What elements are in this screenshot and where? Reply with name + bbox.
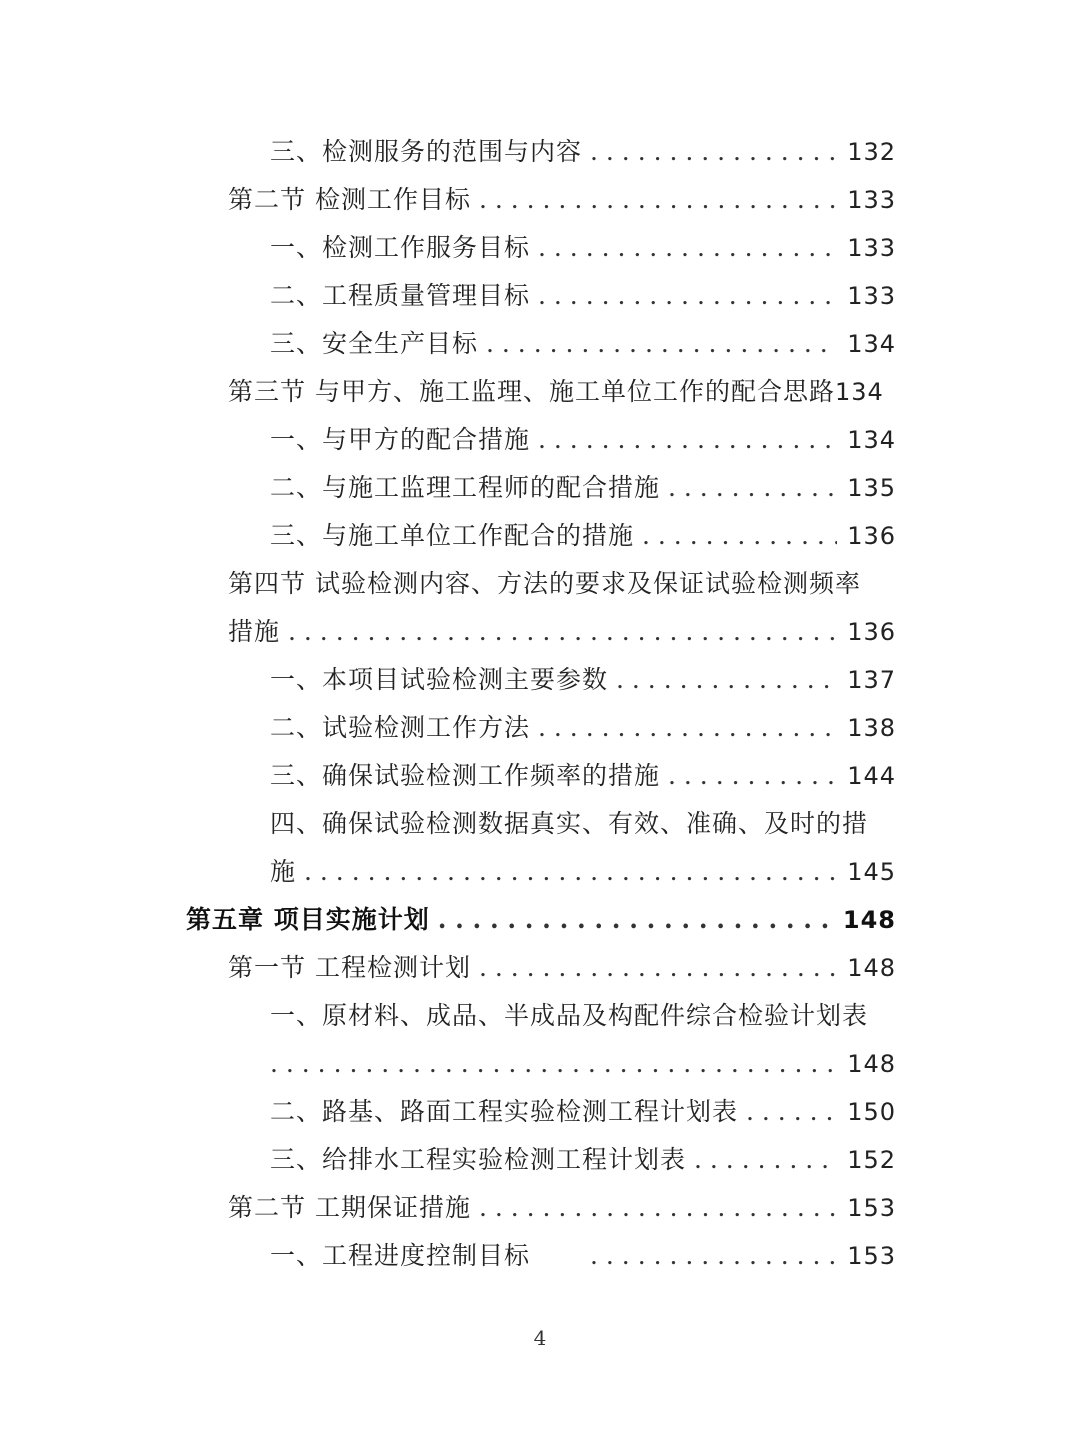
toc-entry-page: 138 bbox=[847, 714, 896, 742]
toc-entry-page: 134 bbox=[847, 330, 896, 358]
toc-entry-title: 第三节 与甲方、施工监理、施工单位工作的配合思路 bbox=[228, 377, 835, 406]
toc-entry-continuation[interactable] bbox=[228, 615, 896, 649]
toc-entry-page: 152 bbox=[847, 1146, 896, 1174]
toc-entry-title: 二、工程质量管理目标 bbox=[270, 281, 531, 310]
toc-entry[interactable] bbox=[270, 327, 896, 361]
toc-entry-page: 134 bbox=[834, 378, 884, 406]
toc-entry[interactable] bbox=[270, 231, 896, 265]
dot-leader bbox=[479, 951, 837, 985]
toc-entry[interactable] bbox=[270, 135, 896, 169]
toc-entry-title: 措施 bbox=[228, 617, 281, 646]
toc-entry-title: 三、确保试验检测工作频率的措施 bbox=[270, 761, 661, 790]
toc-entry-title: 一、工程进度控制目标 bbox=[270, 1241, 531, 1270]
toc-entry-page: 148 bbox=[847, 954, 896, 982]
dot-leader bbox=[288, 615, 837, 649]
toc-entry[interactable] bbox=[270, 663, 896, 697]
dot-leader bbox=[694, 1143, 837, 1177]
toc-entry-page: 136 bbox=[847, 522, 896, 550]
toc-entry-page: 132 bbox=[847, 138, 896, 166]
toc-entry-title: 三、给排水工程实验检测工程计划表 bbox=[270, 1145, 687, 1174]
dot-leader bbox=[746, 1095, 837, 1129]
toc-entry-title: 二、试验检测工作方法 bbox=[270, 713, 531, 742]
toc-entry-title: 第五章 项目实施计划 bbox=[186, 905, 430, 934]
toc-entry-page: 133 bbox=[847, 282, 896, 310]
toc-entry[interactable] bbox=[228, 567, 896, 601]
toc-entry[interactable] bbox=[228, 1191, 896, 1225]
toc-entry-title: 一、本项目试验检测主要参数 bbox=[270, 665, 609, 694]
dot-leader bbox=[270, 1047, 837, 1081]
toc-entry-page: 153 bbox=[847, 1242, 896, 1270]
toc-entry[interactable] bbox=[270, 1239, 896, 1273]
toc-entry-title: 三、与施工单位工作配合的措施 bbox=[270, 521, 635, 550]
toc-entry-page: 133 bbox=[847, 186, 896, 214]
toc-entry[interactable] bbox=[270, 519, 896, 553]
toc-entry[interactable] bbox=[270, 759, 896, 793]
toc-entry[interactable] bbox=[270, 1143, 896, 1177]
dot-leader bbox=[538, 279, 837, 313]
toc-entry-title: 一、与甲方的配合措施 bbox=[270, 425, 531, 454]
toc-entry-title: 第二节 检测工作目标 bbox=[228, 185, 471, 214]
dot-leader bbox=[479, 1191, 837, 1225]
toc-entry[interactable] bbox=[270, 471, 896, 505]
toc-entry-page: 148 bbox=[847, 1050, 896, 1078]
toc-entry-title: 第四节 试验检测内容、方法的要求及保证试验检测频率 bbox=[228, 569, 861, 598]
toc-entry-page: 134 bbox=[847, 426, 896, 454]
toc-entry-page: 133 bbox=[847, 234, 896, 262]
toc-entry[interactable] bbox=[270, 423, 896, 457]
dot-leader bbox=[538, 711, 837, 745]
toc-entry[interactable] bbox=[228, 183, 896, 217]
dot-leader bbox=[616, 663, 837, 697]
toc-entry-page: 135 bbox=[847, 474, 896, 502]
toc-entry-title: 施 bbox=[270, 857, 297, 886]
toc-entry-continuation[interactable] bbox=[270, 855, 896, 889]
toc-entry-page: 150 bbox=[847, 1098, 896, 1126]
dot-leader bbox=[304, 855, 837, 889]
toc-entry-page: 148 bbox=[842, 906, 896, 934]
page-number: 4 bbox=[533, 1326, 547, 1350]
dot-leader bbox=[479, 183, 837, 217]
toc-entry-continuation[interactable] bbox=[270, 1047, 896, 1081]
dot-leader bbox=[438, 903, 833, 937]
dot-leader bbox=[642, 519, 837, 553]
toc-entry[interactable] bbox=[270, 999, 896, 1033]
toc-entry-page: 145 bbox=[847, 858, 896, 886]
toc-entry[interactable] bbox=[270, 711, 896, 745]
toc-entry-title: 三、检测服务的范围与内容 bbox=[270, 137, 583, 166]
toc-entry-title: 二、路基、路面工程实验检测工程计划表 bbox=[270, 1097, 739, 1126]
toc-entry-page: 136 bbox=[847, 618, 896, 646]
toc-entry[interactable] bbox=[270, 279, 896, 313]
toc-entry-page: 153 bbox=[847, 1194, 896, 1222]
dot-leader bbox=[668, 759, 837, 793]
toc-entry[interactable] bbox=[270, 1095, 896, 1129]
toc-chapter-entry[interactable] bbox=[186, 903, 896, 937]
toc-entry-title: 一、原材料、成品、半成品及构配件综合检验计划表 bbox=[270, 1001, 869, 1030]
toc-entry-title: 第一节 工程检测计划 bbox=[228, 953, 471, 982]
toc-entry[interactable] bbox=[270, 807, 896, 841]
toc-entry-title: 第二节 工期保证措施 bbox=[228, 1193, 471, 1222]
toc-entry-page: 137 bbox=[847, 666, 896, 694]
dot-leader bbox=[668, 471, 837, 505]
toc-entry-title: 三、安全生产目标 bbox=[270, 329, 479, 358]
dot-leader bbox=[590, 1239, 837, 1273]
dot-leader bbox=[538, 423, 837, 457]
toc-entry-title: 二、与施工监理工程师的配合措施 bbox=[270, 473, 661, 502]
toc-entry-title: 四、确保试验检测数据真实、有效、准确、及时的措 bbox=[270, 809, 869, 838]
toc-entry-page: 144 bbox=[847, 762, 896, 790]
toc-entry[interactable] bbox=[228, 375, 912, 409]
toc-entry[interactable] bbox=[228, 951, 896, 985]
dot-leader bbox=[538, 231, 837, 265]
toc-entry-title: 一、检测工作服务目标 bbox=[270, 233, 531, 262]
dot-leader bbox=[486, 327, 837, 361]
dot-leader bbox=[590, 135, 837, 169]
